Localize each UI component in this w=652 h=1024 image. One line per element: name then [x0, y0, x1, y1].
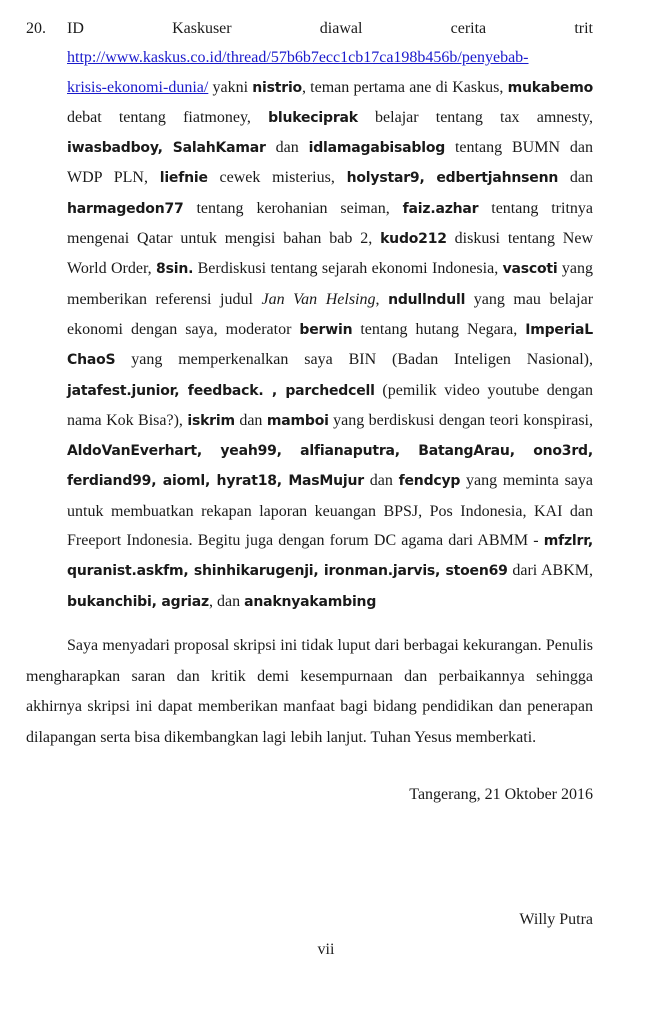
body-text: debat tentang fiatmoney, [67, 108, 269, 126]
body-text: yang meminta saya untuk membuatkan rekapan laporan keuangan BPSJ, Pos Indonesia, KAI dan Freeport Indonesia. Begitu juga dengan forum DC agama dari ABMM - [67, 472, 594, 550]
body-text: tentang tritnya mengenai Qatar untuk mengisi bahan bab 2, [67, 199, 594, 248]
lead-word: diawal [319, 20, 363, 37]
username: nistrio [252, 79, 302, 96]
username: SalahKamar [172, 140, 266, 157]
body-text: , teman pertama ane di Kaskus, [301, 78, 508, 96]
lead-word: ID [67, 20, 84, 37]
signer-name: Willy Putra [519, 911, 593, 928]
username: edbertjahnsenn [436, 170, 559, 187]
username: ndullndull [388, 291, 466, 308]
body-text: Berdiskusi tentang sejarah ekonomi Indonesia, [193, 260, 503, 278]
username: anaknyakambing [244, 593, 377, 610]
username: berwin [299, 321, 353, 338]
body-text: yang mau belajar ekonomi dengan saya, moderator [67, 290, 594, 338]
body-text: dan [558, 169, 594, 187]
lead-line [67, 14, 593, 43]
username: harmagedon77 [67, 200, 184, 217]
body-text: tentang BUMN dan WDP PLN, [67, 139, 594, 187]
acknowledgement-list-item [67, 14, 593, 617]
lead-word: cerita [450, 20, 487, 37]
username-group: bukanchibi, agriaz [67, 593, 209, 610]
body-text: cewek misterius, [207, 169, 347, 187]
body-text: belajar tentang tax amnesty, [357, 108, 593, 126]
body-text: , [375, 290, 389, 308]
username-group: mfzlrr, quranist.askfm, shinhikarugenji, ironman.jarvis, stoen69 [67, 533, 593, 580]
username: idlamagabisablog [308, 140, 446, 157]
username: iwasbadboy, [67, 140, 163, 157]
username: 8sin. [156, 261, 194, 278]
body-text: yang memperkenalkan saya BIN (Badan Inteligen Nasional), [115, 351, 593, 369]
username: ImperiaL ChaoS [67, 321, 594, 369]
username: liefnie [159, 170, 208, 187]
body-text: diskusi tentang New World Order, [67, 230, 593, 278]
book-title: Jan Van Helsing [261, 290, 376, 308]
body-text: tentang hutang Negara, [352, 320, 526, 338]
username: mamboi [266, 412, 329, 429]
body-text: yang berdiskusi dengan teori konspirasi, [328, 411, 593, 429]
body-text: dari ABKM, [507, 562, 594, 580]
username: mukabemo [507, 79, 594, 96]
username: faiz.azhar [402, 200, 479, 217]
body-text: , dan [208, 592, 245, 610]
username: blukeciprak [268, 109, 358, 126]
body-text: dan [364, 472, 399, 490]
list-item-number: 20. [26, 20, 46, 37]
username: kudo212 [380, 231, 447, 248]
username: holystar9, [346, 170, 425, 187]
closing-paragraph: Saya menyadari proposal skripsi ini tidak luput dari berbagai kekurangan. Penulis mengharapkan saran dan kritik demi kesempurnaan dan perbaikannya sehingga akhirnya skripsi ini dapat memberikan manfaat bagi bidang pendidikan dan penerapan dilapangan serta bisa dikembangkan lagi lebih lanjut. Tuhan Yesus memberkati. [26, 637, 593, 746]
page-number: vii [317, 941, 335, 958]
body-text: yang memberikan referensi judul [67, 260, 594, 308]
body-text [163, 139, 173, 156]
body-text: (pemilik video youtube dengan nama Kok Bisa?), [67, 381, 593, 429]
body-text: dan [234, 411, 267, 429]
username: iskrim [187, 412, 235, 429]
lead-word: trit [574, 20, 593, 37]
username: vascoti [502, 261, 558, 278]
body-text: tentang kerohanian seiman, [183, 199, 403, 217]
kaskus-thread-link[interactable]: http://www.kaskus.co.id/thread/57b6b7ecc1cb17ca198b456b/penyebab- krisis-ekonomi-dunia/ [67, 49, 529, 96]
place-date: Tangerang, 21 Oktober 2016 [409, 786, 593, 803]
username: jatafest.junior, feedback. , parchedcell [67, 382, 375, 399]
body-text: yakni [208, 78, 253, 96]
body-text: dan [265, 139, 309, 157]
body-text [425, 169, 437, 186]
username: fendcyp [398, 473, 461, 490]
lead-word: Kaskuser [172, 20, 232, 37]
username-group: AldoVanEverhart, yeah99, alfianaputra, BatangArau, ono3rd, ferdiand99, aioml, hyrat18, MasMujur [67, 443, 593, 490]
